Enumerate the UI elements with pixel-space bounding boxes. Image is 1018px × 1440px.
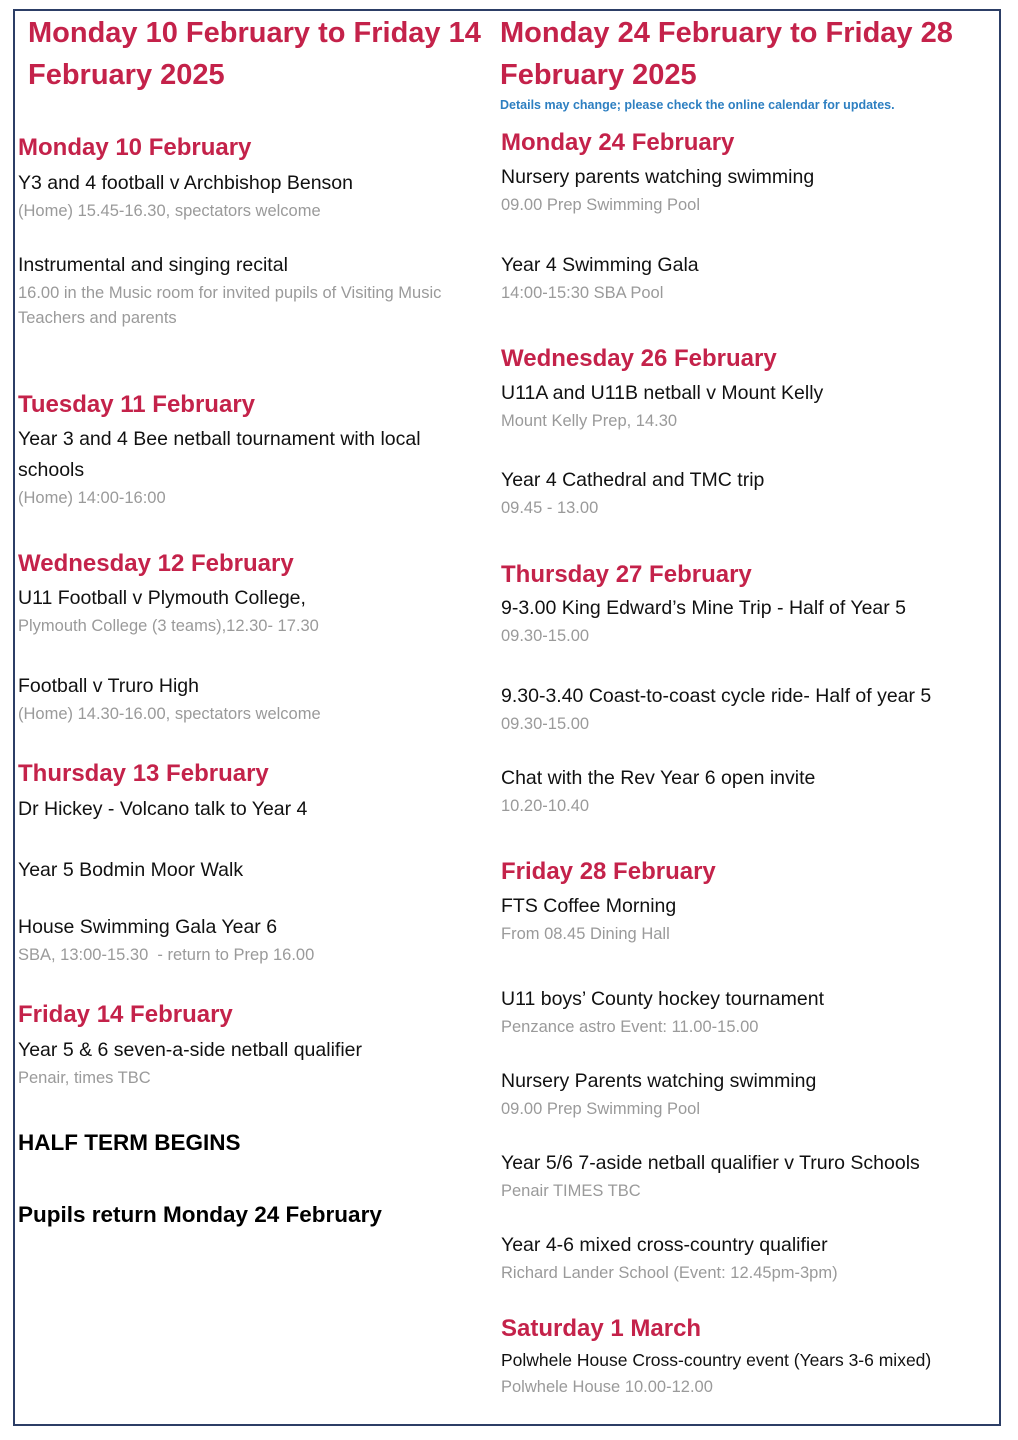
event-detail: 09.00 Prep Swimming Pool bbox=[501, 1100, 701, 1118]
day-thursday-13 bbox=[18, 759, 488, 789]
pupils-return-notice: Pupils return Monday 24 February bbox=[18, 1202, 382, 1227]
event-detail: Mount Kelly Prep, 14.30 bbox=[501, 412, 678, 430]
day-thursday-27 bbox=[501, 560, 1001, 590]
event-detail: From 08.45 Dining Hall bbox=[501, 925, 670, 943]
event-detail: Richard Lander School (Event: 12.45pm-3pm) bbox=[501, 1264, 838, 1282]
event-detail: SBA, 13:00-15.30 - return to Prep 16.00 bbox=[18, 946, 315, 964]
event-item bbox=[501, 1066, 1001, 1122]
event-title: Year 4 Cathedral and TMC trip bbox=[501, 469, 765, 491]
event-title: 9-3.00 King Edward’s Mine Trip - Half of Year 5 bbox=[501, 597, 907, 619]
event-detail: Penair TIMES TBC bbox=[501, 1182, 641, 1200]
event-item bbox=[501, 681, 1001, 737]
day-heading: Wednesday 12 February bbox=[18, 550, 294, 577]
event-detail: 09.45 - 13.00 bbox=[501, 499, 599, 517]
day-wednesday-12 bbox=[18, 549, 488, 579]
day-heading: Saturday 1 March bbox=[501, 1315, 702, 1342]
event-item bbox=[501, 763, 1001, 819]
event-item bbox=[18, 583, 488, 639]
event-detail: (Home) 15.45-16.30, spectators welcome bbox=[18, 202, 321, 220]
day-heading: Wednesday 26 February bbox=[501, 345, 777, 372]
day-friday-14 bbox=[18, 1000, 488, 1030]
event-detail: 09.30-15.00 bbox=[501, 715, 590, 733]
event-title: Dr Hickey - Volcano talk to Year 4 bbox=[18, 798, 308, 820]
event-item bbox=[501, 1148, 1001, 1204]
event-detail: Plymouth College (3 teams),12.30- 17.30 bbox=[18, 617, 319, 635]
event-title: Polwhele House Cross-country event (Years 3-6 mixed) bbox=[501, 1350, 932, 1370]
event-title: Nursery Parents watching swimming bbox=[501, 1070, 817, 1092]
event-detail: (Home) 14:00-16:00 bbox=[18, 489, 166, 507]
event-title: U11A and U11B netball v Mount Kelly bbox=[501, 382, 824, 404]
event-item bbox=[501, 162, 1001, 218]
day-friday-28 bbox=[501, 857, 1001, 887]
day-monday-10 bbox=[18, 133, 488, 163]
event-detail: Penzance astro Event: 11.00-15.00 bbox=[501, 1018, 759, 1036]
event-item bbox=[18, 794, 488, 825]
event-item bbox=[18, 855, 488, 886]
event-title: Year 3 and 4 Bee netball tournament with local schools bbox=[18, 428, 421, 481]
event-item bbox=[501, 378, 1001, 434]
event-detail: 10.20-10.40 bbox=[501, 797, 590, 815]
event-title: 9.30-3.40 Coast-to-coast cycle ride- Half of year 5 bbox=[501, 685, 932, 707]
event-title: Year 4-6 mixed cross-country qualifier bbox=[501, 1234, 828, 1256]
event-detail: Penair, times TBC bbox=[18, 1069, 151, 1087]
event-detail: 16.00 in the Music room for invited pupils of Visiting Music Teachers and parents bbox=[18, 284, 442, 327]
day-wednesday-26 bbox=[501, 344, 1001, 374]
day-tuesday-11 bbox=[18, 390, 488, 420]
day-monday-24 bbox=[501, 128, 1001, 158]
day-heading: Tuesday 11 February bbox=[18, 391, 255, 418]
event-detail: Polwhele House 10.00-12.00 bbox=[501, 1378, 713, 1396]
right-week-title: Monday 24 February to Friday 28 February 2025 bbox=[500, 17, 953, 91]
event-item bbox=[501, 984, 1001, 1040]
event-title: Nursery parents watching swimming bbox=[501, 166, 815, 188]
event-title: U11 Football v Plymouth College, bbox=[18, 587, 306, 609]
event-item bbox=[501, 250, 1001, 306]
event-item bbox=[18, 671, 488, 727]
day-heading: Monday 10 February bbox=[18, 134, 252, 161]
calendar-update-note: Details may change; please check the online calendar for updates. bbox=[500, 98, 895, 112]
event-item bbox=[501, 593, 1001, 649]
day-heading: Friday 28 February bbox=[501, 858, 716, 885]
event-detail: 09.00 Prep Swimming Pool bbox=[501, 196, 701, 214]
event-item bbox=[18, 168, 488, 224]
day-saturday-1-march bbox=[501, 1314, 1001, 1344]
event-detail: 09.30-15.00 bbox=[501, 627, 590, 645]
event-item bbox=[18, 250, 488, 331]
day-heading: Thursday 13 February bbox=[18, 760, 269, 787]
day-heading: Thursday 27 February bbox=[501, 561, 752, 588]
event-title: Year 5/6 7-aside netball qualifier v Truro Schools bbox=[501, 1152, 920, 1174]
left-week-title: Monday 10 February to Friday 14 February 2025 bbox=[28, 17, 481, 91]
event-item bbox=[18, 424, 488, 511]
day-heading: Friday 14 February bbox=[18, 1001, 233, 1028]
event-title: Year 5 Bodmin Moor Walk bbox=[18, 859, 244, 881]
event-title: Instrumental and singing recital bbox=[18, 254, 288, 276]
event-title: FTS Coffee Morning bbox=[501, 895, 677, 917]
event-title: House Swimming Gala Year 6 bbox=[18, 916, 278, 938]
event-detail: 14:00-15:30 SBA Pool bbox=[501, 284, 664, 302]
event-title: Y3 and 4 football v Archbishop Benson bbox=[18, 172, 353, 194]
event-title: Football v Truro High bbox=[18, 675, 199, 697]
event-item bbox=[18, 1035, 488, 1091]
event-item bbox=[501, 465, 1001, 521]
event-title: Chat with the Rev Year 6 open invite bbox=[501, 767, 816, 789]
event-title: Year 5 & 6 seven-a-side netball qualifier bbox=[18, 1039, 362, 1061]
event-title: U11 boys’ County hockey tournament bbox=[501, 988, 825, 1010]
half-term-notice: HALF TERM BEGINS bbox=[18, 1130, 241, 1155]
day-heading: Monday 24 February bbox=[501, 129, 735, 156]
event-item bbox=[501, 1230, 1001, 1286]
event-item bbox=[18, 912, 488, 968]
event-item bbox=[501, 1345, 1001, 1400]
event-detail: (Home) 14.30-16.00, spectators welcome bbox=[18, 705, 321, 723]
event-title: Year 4 Swimming Gala bbox=[501, 254, 699, 276]
event-item bbox=[501, 891, 1001, 947]
